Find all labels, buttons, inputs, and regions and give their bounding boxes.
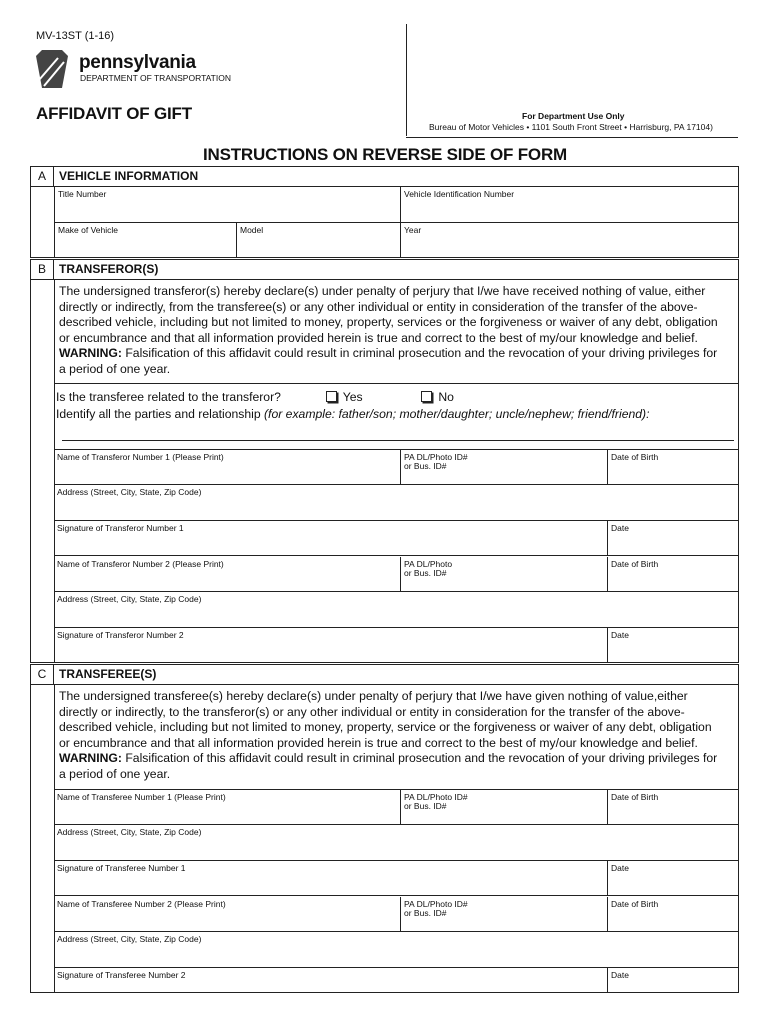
model-field[interactable]: [236, 223, 400, 258]
keystone-logo-icon: [36, 50, 68, 88]
transferor1-dob-label: Date of Birth: [611, 452, 659, 462]
transferor2-signature-label: Signature of Transferor Number 2: [57, 630, 184, 640]
related-question-row: [56, 390, 454, 404]
transferee2-dob-field[interactable]: [607, 897, 739, 932]
dl-line: PA DL/Photo ID#: [404, 899, 468, 909]
transferor2-dob-field[interactable]: [607, 557, 739, 592]
declaration-line: described vehicle, including but not limited to money, property, services or the forgiveness or waiver of any debt, obligation: [59, 315, 718, 330]
section-a-letter: A: [31, 167, 54, 186]
transferee2-date-field[interactable]: [607, 968, 739, 993]
section-a-title: VEHICLE INFORMATION: [59, 169, 199, 183]
transferor1-date-field[interactable]: [607, 521, 739, 556]
warning-text: Falsification of this affidavit could result in criminal prosecution and the revocation of your driving privileges for: [121, 346, 718, 361]
transferee2-signature-label: Signature of Transferee Number 2: [57, 970, 186, 980]
relationship-input-line[interactable]: [62, 440, 734, 441]
declaration-line: or encumbrance and that all information provided herein is true and correct to the best of my/our knowledge and belief.: [59, 735, 698, 750]
transferor2-date-field[interactable]: [607, 628, 739, 663]
transferee1-dob-field[interactable]: [607, 790, 739, 825]
transferor2-dl-label: [404, 560, 452, 578]
transferee2-name-label: Name of Transferee Number 2 (Please Print): [57, 899, 226, 909]
transferee1-name-field[interactable]: [54, 790, 400, 825]
warning-tail: a period of one year.: [59, 766, 171, 781]
yes-checkbox[interactable]: [326, 391, 337, 402]
transferor-declaration: [59, 284, 734, 378]
relationship-prompt: [56, 407, 649, 421]
declaration-line: described vehicle, including but not limited to money, property, service or the forgiveness or waiver of any debt, obligation: [59, 720, 712, 735]
warning-label: WARNING:: [59, 751, 122, 766]
transferor2-dl-field[interactable]: [400, 557, 607, 592]
transferee1-dl-label: [404, 793, 468, 811]
section-b-title: TRANSFEROR(S): [59, 262, 159, 276]
form-title: AFFIDAVIT OF GIFT: [36, 104, 192, 123]
transferee1-name-label: Name of Transferee Number 1 (Please Print): [57, 792, 226, 802]
transferee1-dl-field[interactable]: [400, 790, 607, 825]
dl-line: PA DL/Photo ID#: [404, 792, 468, 802]
transferee2-dl-field[interactable]: [400, 897, 607, 932]
dl-line: or Bus. ID#: [404, 908, 447, 918]
title-number-field[interactable]: [54, 187, 400, 223]
section-c-letter: C: [31, 665, 54, 684]
transferor1-name-field[interactable]: [54, 450, 400, 485]
transferor2-address-label: Address (Street, City, State, Zip Code): [57, 594, 202, 604]
warning-text: Falsification of this affidavit could result in criminal prosecution and the revocation of your driving privileges for: [121, 751, 718, 766]
transferor1-signature-label: Signature of Transferor Number 1: [57, 523, 184, 533]
transferee2-address-field[interactable]: [54, 932, 739, 968]
transferor1-address-label: Address (Street, City, State, Zip Code): [57, 487, 202, 497]
transferor2-name-field[interactable]: [54, 557, 400, 592]
section-a-vehicle: [30, 166, 739, 258]
section-c-header: [31, 665, 738, 685]
instructions-heading: INSTRUCTIONS ON REVERSE SIDE OF FORM: [203, 145, 567, 164]
transferee2-dl-label: [404, 900, 468, 918]
dl-line: or Bus. ID#: [404, 461, 447, 471]
no-checkbox[interactable]: [421, 391, 432, 402]
transferee2-dob-label: Date of Birth: [611, 899, 659, 909]
transferee1-dob-label: Date of Birth: [611, 792, 659, 802]
title-number-label: Title Number: [58, 189, 107, 199]
transferee1-signature-field[interactable]: [54, 861, 607, 896]
declaration-line: The undersigned transferor(s) hereby declare(s) under penalty of perjury that I/we have received nothing of value, either: [59, 284, 706, 298]
dept-use-line: [406, 137, 738, 138]
form-number: MV-13ST (1-16): [36, 30, 115, 42]
identify-example: (for example: father/son; mother/daughter; uncle/nephew; friend/friend):: [264, 407, 650, 421]
warning-tail: a period of one year.: [59, 361, 171, 376]
transferor1-dob-field[interactable]: [607, 450, 739, 485]
transferee1-date-field[interactable]: [607, 861, 739, 896]
transferor1-dl-label: [404, 453, 468, 471]
warning-line: [59, 346, 734, 362]
declaration-line: The undersigned transferee(s) hereby declare(s) under penalty of perjury that I/we have given nothing of value,either: [59, 689, 688, 703]
dl-line: PA DL/Photo ID#: [404, 452, 468, 462]
related-question: Is the transferee related to the transferor?: [56, 390, 281, 404]
transferee2-signature-field[interactable]: [54, 968, 607, 993]
transferee1-address-field[interactable]: [54, 825, 739, 861]
year-field[interactable]: [400, 223, 739, 258]
transferor1-dl-field[interactable]: [400, 450, 607, 485]
declaration-line: or encumbrance and that all information provided herein is true and correct to the best of my/our knowledge and belief.: [59, 330, 698, 345]
transferor2-dob-label: Date of Birth: [611, 559, 659, 569]
bureau-address: Bureau of Motor Vehicles • 1101 South Front Street • Harrisburg, PA 17104): [429, 122, 713, 132]
section-c-title: TRANSFEREE(S): [59, 667, 157, 681]
vin-field[interactable]: [400, 187, 739, 223]
transferor2-name-label: Name of Transferor Number 2 (Please Print): [57, 559, 224, 569]
transferor2-address-field[interactable]: [54, 592, 739, 628]
transferor2-date-label: Date: [611, 630, 629, 640]
transferee1-address-label: Address (Street, City, State, Zip Code): [57, 827, 202, 837]
state-name: pennsylvania: [79, 52, 196, 73]
warning-label: WARNING:: [59, 346, 122, 361]
section-a-header: [31, 167, 738, 187]
declaration-divider: [54, 383, 739, 384]
no-label: No: [438, 390, 454, 404]
header-divider: [406, 24, 407, 136]
model-label: Model: [240, 225, 264, 235]
department-name: DEPARTMENT OF TRANSPORTATION: [80, 73, 231, 83]
identify-text: Identify all the parties and relationship: [56, 407, 264, 421]
transferor1-address-field[interactable]: [54, 485, 739, 521]
section-b-transferors: [30, 259, 739, 663]
make-label: Make of Vehicle: [58, 225, 119, 235]
warning-line: [59, 751, 734, 767]
transferee1-signature-label: Signature of Transferee Number 1: [57, 863, 186, 873]
dl-line: or Bus. ID#: [404, 568, 447, 578]
section-c-transferees: [30, 664, 739, 993]
transferor1-signature-field[interactable]: [54, 521, 607, 556]
declaration-line: directly or indirectly, from the transferee(s) or any other individual or entity in consideration of the transfer of the above-: [59, 299, 698, 314]
declaration-line: directly or indirectly, to the transferor(s) or any other individual or entity in consideration for the transfer of the above-: [59, 704, 685, 719]
transferee2-name-field[interactable]: [54, 897, 400, 932]
make-field[interactable]: [54, 223, 236, 258]
dept-use-label: For Department Use Only: [522, 111, 625, 121]
year-label: Year: [404, 225, 422, 235]
transferor2-signature-field[interactable]: [54, 628, 607, 663]
transferee2-date-label: Date: [611, 970, 629, 980]
transferor1-date-label: Date: [611, 523, 629, 533]
dl-line: PA DL/Photo: [404, 559, 453, 569]
dl-line: or Bus. ID#: [404, 801, 447, 811]
section-b-header: [31, 260, 738, 280]
transferee2-address-label: Address (Street, City, State, Zip Code): [57, 934, 202, 944]
transferee-declaration: [59, 689, 734, 783]
yes-label: Yes: [342, 390, 363, 404]
transferee1-date-label: Date: [611, 863, 629, 873]
transferor1-name-label: Name of Transferor Number 1 (Please Print): [57, 452, 224, 462]
vin-label: Vehicle Identification Number: [404, 189, 515, 199]
section-b-letter: B: [31, 260, 54, 279]
